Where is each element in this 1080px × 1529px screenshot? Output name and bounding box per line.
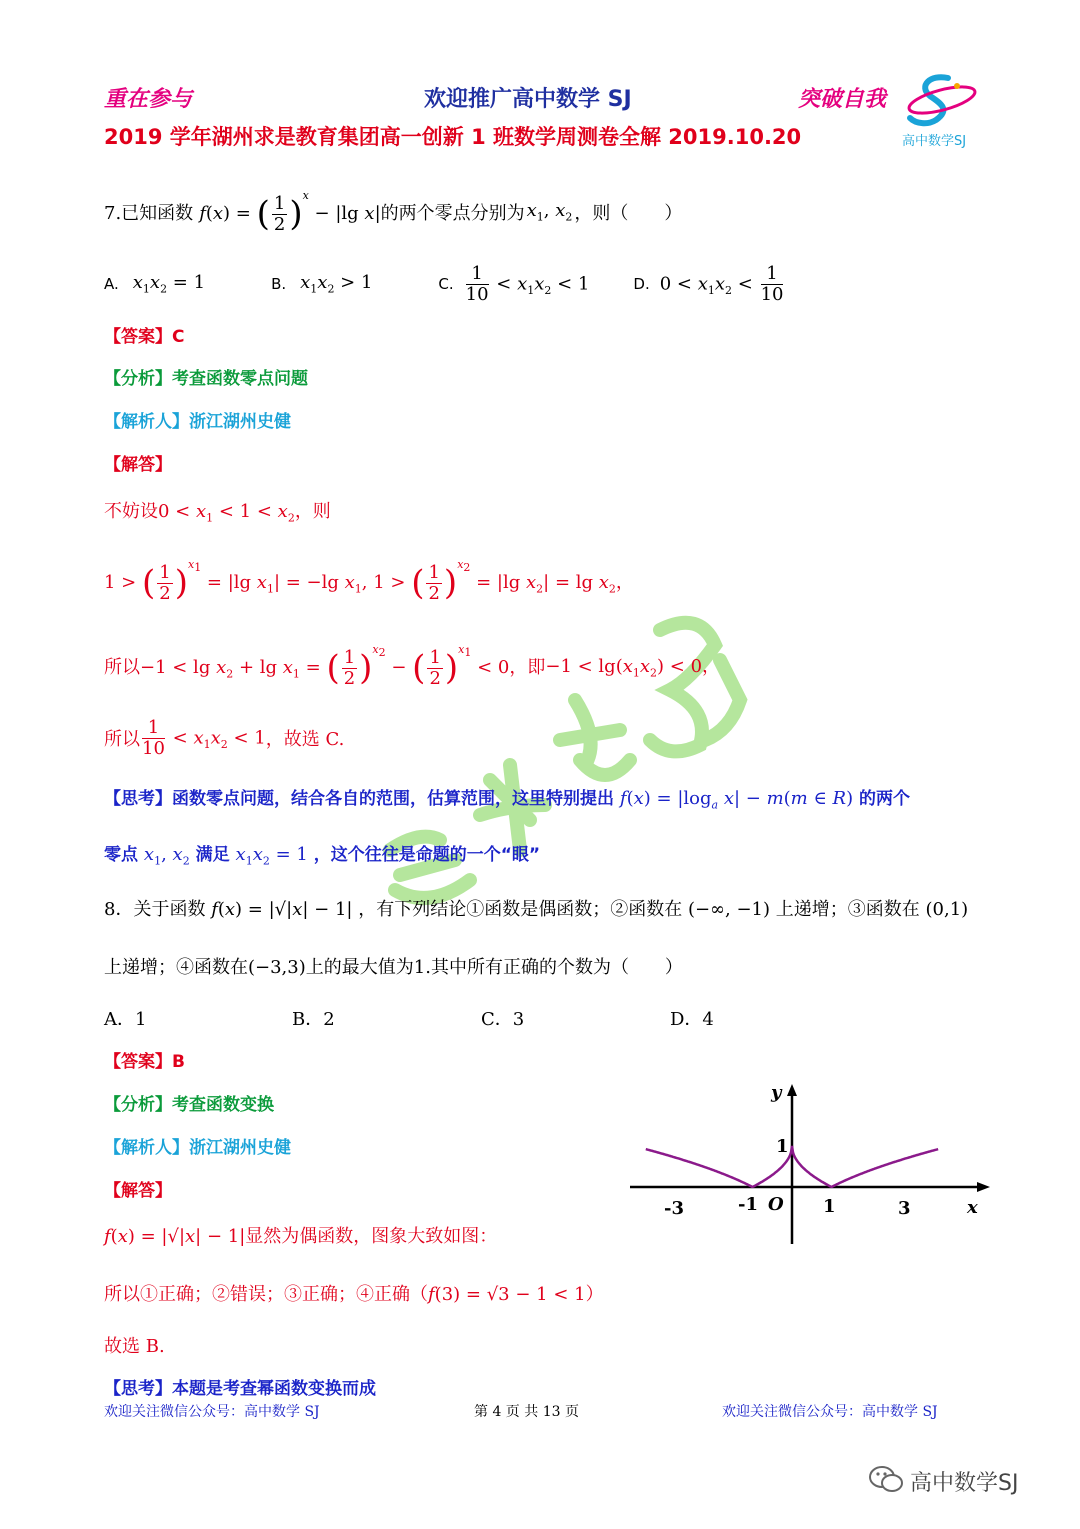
brand-logo-text: 高中数学SJ [902,134,967,149]
q7-solution-line4: 所以 $\frac{1}{10}$ < $x_1x_2 < 1$ ，故选 C. [104,716,345,759]
paper-title: 2019 学年湖州求是教育集团高一创新 1 班数学周测卷全解 2019.10.20 [104,125,802,149]
q7-option-b-label: B. [271,275,287,293]
brand-logo-icon [900,72,980,128]
footer-right: 欢迎关注微信公众号：高中数学 SJ [722,1404,938,1420]
q8-option-a: A．1 [104,1009,147,1030]
q7-option-d-label: D. [633,275,650,293]
q7-stem-suffix: 的两个零点分别为 [380,203,525,224]
wechat-icon [868,1465,904,1495]
q7-analysis: 【分析】考查函数零点问题 [104,369,308,389]
q8-solution-label: 【解答】 [104,1181,172,1201]
q7-stem-end: ，则（ ） [574,203,683,224]
header-right-slogan: 突破自我 [798,86,887,112]
q7-solution-line3: 所以 $-1 < \lg x_2 + \lg x_1$ = ( $\frac{1}{2}$ )$^{x_2}$ − ( $\frac{1}{2}$ )$^{x_1}$ < 0 ，即 $-1 < \lg(x_1x_2) < 0$， [104,643,721,689]
q8-solution-line3: 故选 B. [104,1336,165,1357]
q8-answer: 【答案】B [104,1052,185,1072]
q7-think-line2: 零点 $x_1$, $x_2$ 满足 $x_1x_2 = 1$ ，这个往往是命题的一个“眼” [104,844,541,868]
q7-solution-line1: 不妨设$0 < x_1 < 1 < x_2$，则 [104,501,331,525]
q8-think: 【思考】本题是考查幂函数变换而成 [104,1379,376,1399]
q7-think-line1: 【思考】函数零点问题，结合各自的范围，估算范围，这里特别提出 $f(x) = |\log_a$ x| − m(m ∈ R) 的两个 [104,788,911,812]
q7-stem: 7.已知函数 f(x) = ( $\frac{1}{2}$ )$^x$ − |lg x| 的两个零点分别为 $x_1$, $x_2$ ，则（ ） [104,189,683,235]
y-axis-label: y [771,1082,782,1103]
q7-stem-prefix: 7.已知函数 [104,203,194,224]
q8-stem-line2: 上递增；④函数在(−3,3)上的最大值为1.其中所有正确的个数为（ ） [104,957,683,978]
q7-answer: 【答案】C [104,327,185,347]
header-center-title: 欢迎推广高中数学 SJ [424,87,632,112]
q8-stem-line1: 8．关于函数 f(x) = |√|x| − 1| ，有下列结论①函数是偶函数；②函数在 (−∞, −1) 上递增；③函数在 (0,1) [104,899,969,920]
page-number: 第 4 页 共 13 页 [474,1404,579,1420]
q7-option-c-label: C. [438,275,454,293]
x-axis-label: x [967,1197,978,1218]
q7-solution-line2: 1 > ( $\frac{1}{2}$ )$^{x_1}$ = |lg $x_1| = -\lg$ $x_1$, 1 > ( $\frac{1}{2}$ )$^{x_2}$ = |lg $x_2| = \lg x_2$， [104,558,634,604]
q7-option-a-label: A. [104,275,119,293]
wechat-account-name: 高中数学SJ [910,1471,1019,1496]
x-tick-label: 1 [823,1196,836,1217]
origin-label: O [768,1194,784,1215]
footer-left: 欢迎关注微信公众号：高中数学 SJ [104,1404,320,1420]
q7-solution-label: 【解答】 [104,455,172,475]
q8-option-c: C．3 [481,1009,525,1030]
q8-solution-line2: 所以①正确；②错误；③正确；④正确（f(3) = √3 − 1 < 1） [104,1284,604,1305]
q8-solution-line1: f(x) = |√|x| − 1|显然为偶函数，图象大致如图： [104,1226,498,1247]
q7-options: A. $x_1x_2 = 1$ B. $x_1x_2 > 1$ C. $\frac{1}{10}$ < $x_1x_2 < 1$ D. $0 < x_1x_2$ < $\frac{1}{10}$ [104,262,784,305]
q8-author: 【解析人】浙江湖州史健 [104,1138,291,1158]
x-tick-label: -3 [664,1198,684,1219]
x-tick-label: -1 [738,1194,758,1215]
y-tick-label: 1 [776,1136,789,1157]
q7-author: 【解析人】浙江湖州史健 [104,412,291,432]
q8-option-b: B．2 [292,1009,335,1030]
header-left-slogan: 重在参与 [104,86,193,112]
x-axis-arrow-icon [977,1182,990,1192]
y-axis-arrow-icon [787,1084,797,1096]
q8-analysis: 【分析】考查函数变换 [104,1095,274,1115]
function-graph [622,1076,992,1248]
x-tick-label: 3 [898,1198,911,1219]
q8-option-d: D．4 [670,1009,714,1030]
